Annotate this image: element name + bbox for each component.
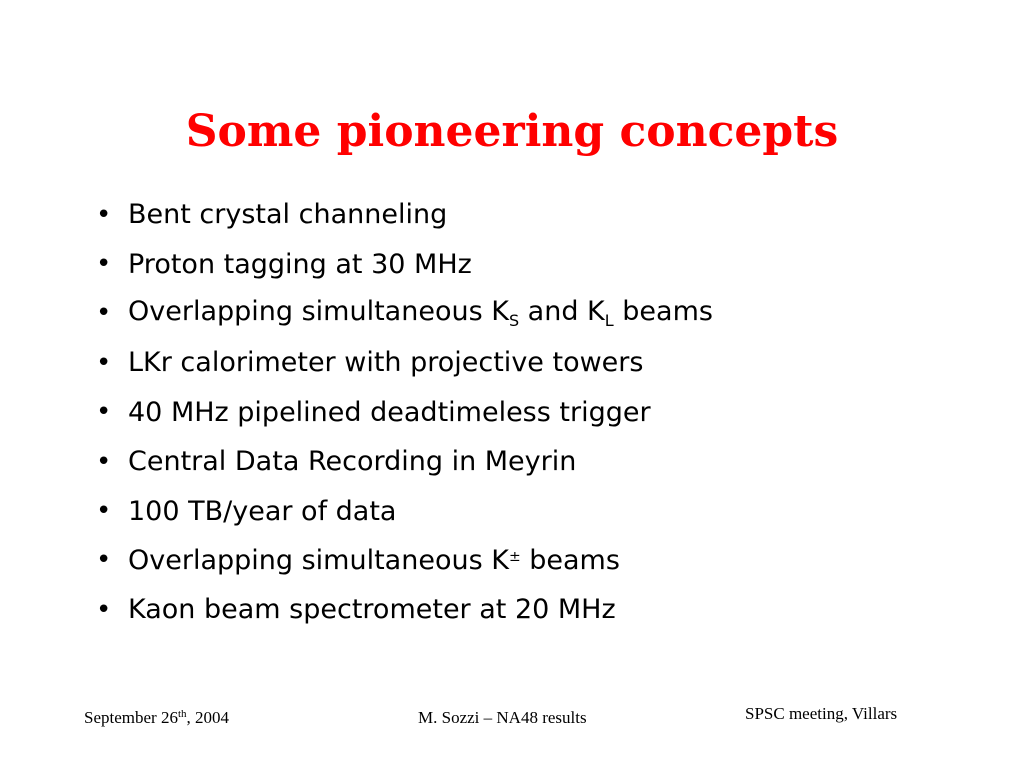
list-item: [96, 190, 713, 239]
list-item: [96, 239, 713, 288]
bullet-icon: •: [96, 496, 112, 527]
bullet-text: Kaon beam spectrometer at 20 MHz: [128, 594, 616, 626]
bullet-icon: •: [96, 249, 112, 280]
footer-date-superscript: th: [177, 708, 187, 720]
bullet-icon: •: [96, 594, 112, 625]
list-item: [96, 338, 713, 387]
subscript-l: L: [604, 311, 614, 331]
superscript-plus-minus: ±: [508, 548, 521, 565]
bullet-text: 40 MHz pipelined deadtimeless trigger: [128, 396, 651, 428]
list-item: [96, 437, 713, 486]
list-item: [96, 486, 713, 535]
bullet-list: [96, 190, 713, 635]
bullet-text: 100 TB/year of data: [128, 495, 397, 527]
bullet-text: Overlapping simultaneous K± beams: [128, 544, 620, 576]
list-item: [96, 536, 713, 585]
bullet-icon: •: [96, 397, 112, 428]
bullet-text: LKr calorimeter with projective towers: [128, 347, 644, 379]
bullet-icon: •: [96, 446, 112, 477]
bullet-text: Proton tagging at 30 MHz: [128, 248, 472, 280]
bullet-icon: •: [96, 199, 112, 230]
bullet-text: Overlapping simultaneous $K_S$ and $K_L$ beams: [128, 296, 713, 331]
bullet-icon: •: [96, 298, 112, 329]
bullet-icon: •: [96, 545, 112, 576]
bullet-text: Bent crystal channeling: [128, 199, 448, 231]
slide-title: Some pioneering concepts: [185, 106, 839, 157]
footer-date: September 26th, 2004: [84, 708, 230, 727]
bullet-icon: •: [96, 347, 112, 378]
list-item: [96, 388, 713, 437]
bullet-text: Central Data Recording in Meyrin: [128, 446, 577, 478]
subscript-s: S: [508, 311, 520, 331]
list-item: [96, 289, 713, 338]
footer-author: M. Sozzi – NA48 results: [418, 708, 587, 727]
footer-meeting: SPSC meeting, Villars: [745, 704, 898, 723]
list-item: [96, 585, 713, 634]
